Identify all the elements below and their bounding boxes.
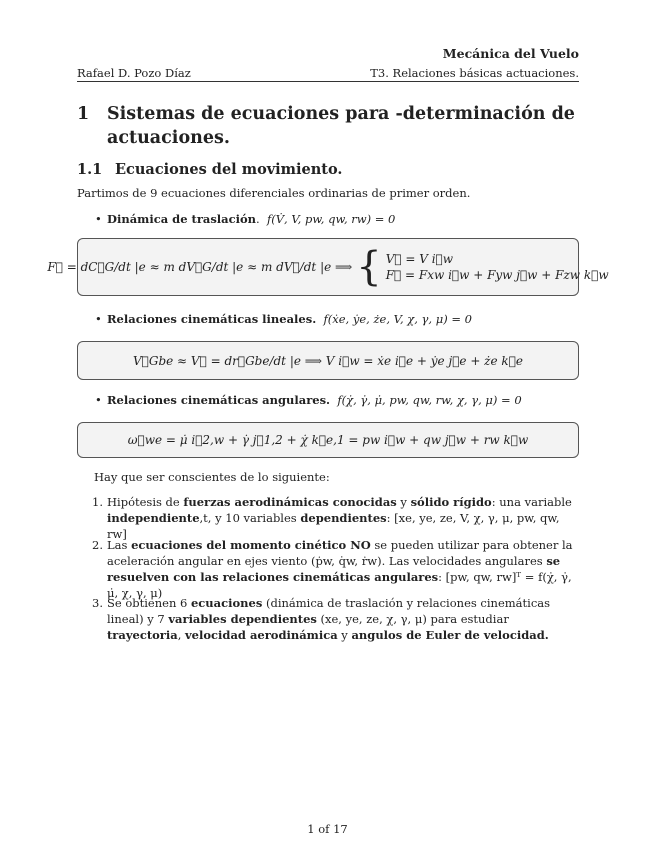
list-item [92,537,579,600]
subsection-title: Ecuaciones del movimiento. [115,161,343,178]
subsection-heading [77,161,342,178]
list-item-number: 1. [92,495,103,509]
bullet-expression: f(ẋe, ẏe, że, V, χ, γ, μ) = 0 [323,312,472,326]
bullet-dot: • [95,212,102,226]
equation-force-components: F⃗ = Fxw i⃗w + Fyw j⃗w + Fzw k⃗w [385,268,609,282]
page-number: 1 of 17 [307,822,348,836]
bullet-label: Relaciones cinemáticas lineales. [107,312,317,326]
equation-box-angular [77,422,579,458]
equation-force-lhs: F⃗ = dC⃗G/dt |e ≈ m dV⃗G/dt |e ≈ m dV⃗/dt |e ⟹ [47,260,353,274]
equation-velocity: V⃗ = V i⃗w [385,252,454,266]
topic-title: T3. Relaciones básicas actuaciones. [370,66,579,80]
equation-box-translation [47,238,609,296]
bullet-label: Relaciones cinemáticas angulares. [107,393,331,407]
bullet-dot: • [95,312,102,326]
brace-icon: { [356,244,382,290]
list-item-text: Hipótesis de fuerzas aerodinámicas conocidas y sólido rígido: una variable independiente,t, y 10 variables dependientes: [xe, ye, ze, V, χ, γ, μ, pw, qw, rw] [107,495,572,541]
equation-box-linear [77,341,579,380]
equation-angular-kinematics: ω⃗we = μ̇ i⃗2,w + γ̇ j⃗1,2 + χ̇ k⃗e,1 = pw i⃗w + qw j⃗w + rw k⃗w [127,433,529,447]
intro-paragraph: Partimos de 9 ecuaciones diferenciales ordinarias de primer orden. [77,186,471,200]
list-item-number: 2. [92,538,103,552]
list-item [92,595,579,645]
equation-system [386,251,609,283]
list-item-text: Se obtienen 6 ecuaciones (dinámica de traslación y relaciones cinemáticas lineal) y 7 variables dependientes (xe, ye, ze, χ, γ, μ) para estudiar trayectoria, velocidad aerodinámica y angulos de Euler de velocidad. [107,596,551,642]
bullet-expression: f(χ̇, γ̇, μ̇, pw, qw, rw, χ, γ, μ) = 0 [337,393,522,407]
subsection-number: 1.1 [77,161,103,178]
section-title: Sistemas de ecuaciones para -determinación de actuaciones. [107,104,575,148]
header-rule [77,81,579,82]
course-title: Mecánica del Vuelo [442,46,579,61]
section-number: 1 [77,104,90,124]
equation-linear-kinematics: V⃗Gbe ≈ V⃗ = dr⃗Gbe/dt |e ⟹ V i⃗w = ẋe i⃗e + ẏe j⃗e + że k⃗e [133,353,523,368]
bullet-dot: • [95,393,102,407]
list-item [92,494,579,541]
author-name: Rafael D. Pozo Díaz [77,66,191,80]
bullet-expression: f(V̇, V, pw, qw, rw) = 0 [267,212,396,226]
list-item-text: Las ecuaciones del momento cinético NO se pueden utilizar para obtener la aceleración angular en ejes viento (ṗw, q̇w, ṙw). Las velocidades angulares se resuelven con las relaciones cinemáticas angulares: [pw, qw, rw]ᵀ = f(χ̇, γ̇, μ̇, χ, γ, μ) [107,538,573,600]
list-item-number: 3. [92,596,103,610]
note-text: Hay que ser conscientes de lo siguiente: [94,470,330,484]
bullet-label: Dinámica de traslación [107,212,257,226]
